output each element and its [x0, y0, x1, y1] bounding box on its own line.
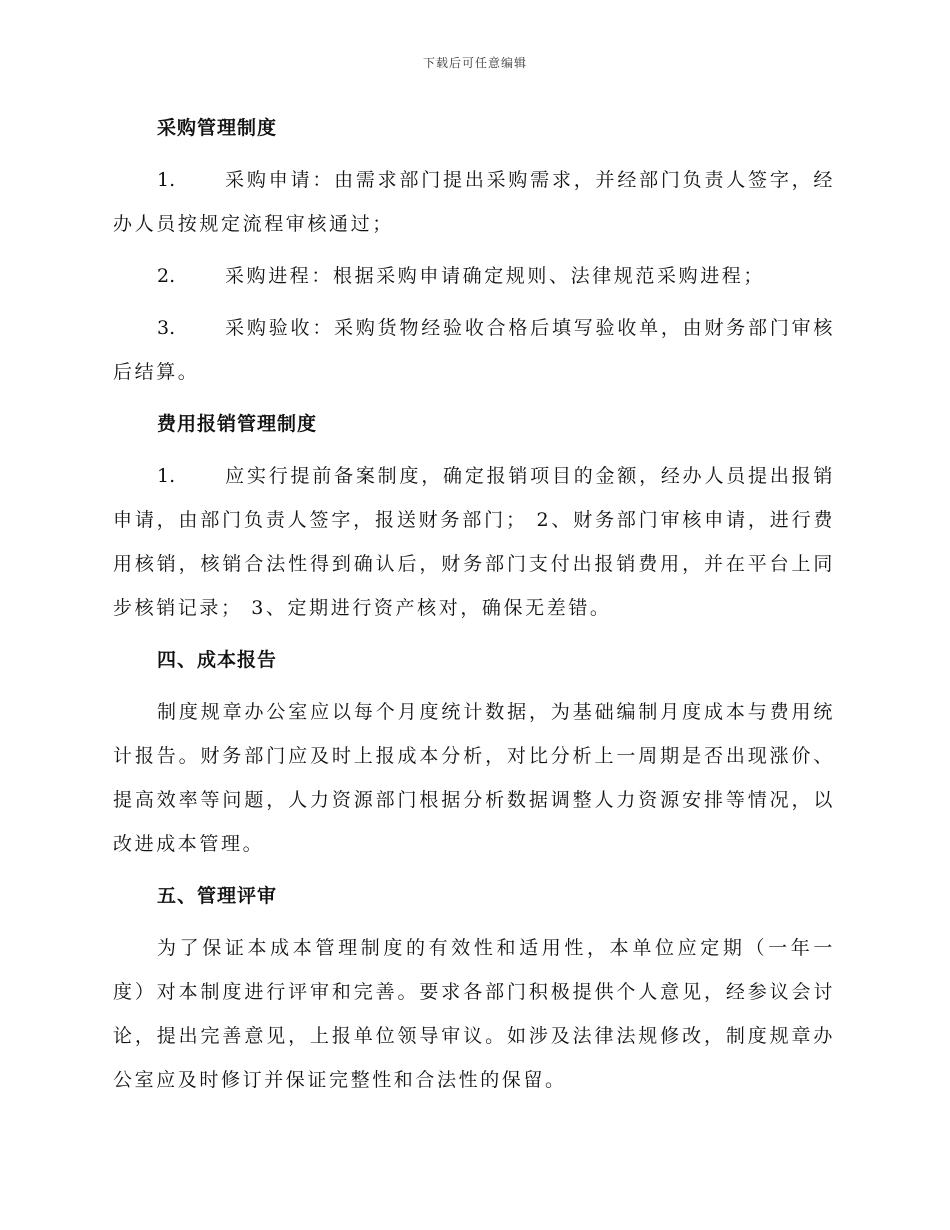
list-item-text: 采购验收：采购货物经验收合格后填写验收单，由财务部门审核后结算。 — [113, 317, 835, 383]
paragraph-cost-report: 制度规章办公室应以每个月度统计数据，为基础编制月度成本与费用统计报告。财务部门应及时上报成本分析，对比分析上一周期是否出现涨价、提高效率等问题，人力资源部门根据分析数据调整人力资源安排等情况，以改进成本管理。 — [113, 701, 835, 855]
list-item-number: 1. — [157, 169, 176, 191]
section-heading-review: 五、管理评审 — [157, 885, 278, 907]
list-item-number: 2. — [157, 265, 176, 287]
paragraph-review: 为了保证本成本管理制度的有效性和适用性，本单位应定期（一年一度）对本制度进行评审和完善。要求各部门积极提供个人意见，经参议会讨论，提出完善意见，上报单位领导审议。如涉及法律法规修改，制度规章办公室应及时修订并保证完整性和合法性的保留。 — [113, 937, 835, 1091]
list-item-text: 采购进程：根据采购申请确定规则、法律规范采购进程； — [225, 265, 766, 287]
section-heading-procurement: 采购管理制度 — [157, 117, 278, 139]
page-header: 下载后可任意编辑 — [422, 56, 527, 70]
list-item — [113, 254, 835, 298]
list-item-number: 1. — [157, 465, 176, 487]
list-item-text: 应实行提前备案制度，确定报销项目的金额，经办人员提出报销申请，由部门负责人签字，报送财务部门； 2、财务部门审核申请，进行费用核销，核销合法性得到确认后，财务部门支付出报销费用，并在平台上同步核销记录； 3、定期进行资产核对，确保无差错。 — [113, 465, 835, 619]
list-item-text: 采购申请：由需求部门提出采购需求，并经部门负责人签字，经办人员按规定流程审核通过； — [113, 169, 835, 235]
list-item-number: 3. — [157, 317, 176, 339]
section-heading-cost-report: 四、成本报告 — [157, 649, 278, 671]
list-item — [113, 306, 835, 394]
list-item — [113, 454, 835, 630]
document-body — [113, 106, 835, 1110]
section-heading-expense: 费用报销管理制度 — [157, 413, 318, 435]
list-item — [113, 158, 835, 246]
